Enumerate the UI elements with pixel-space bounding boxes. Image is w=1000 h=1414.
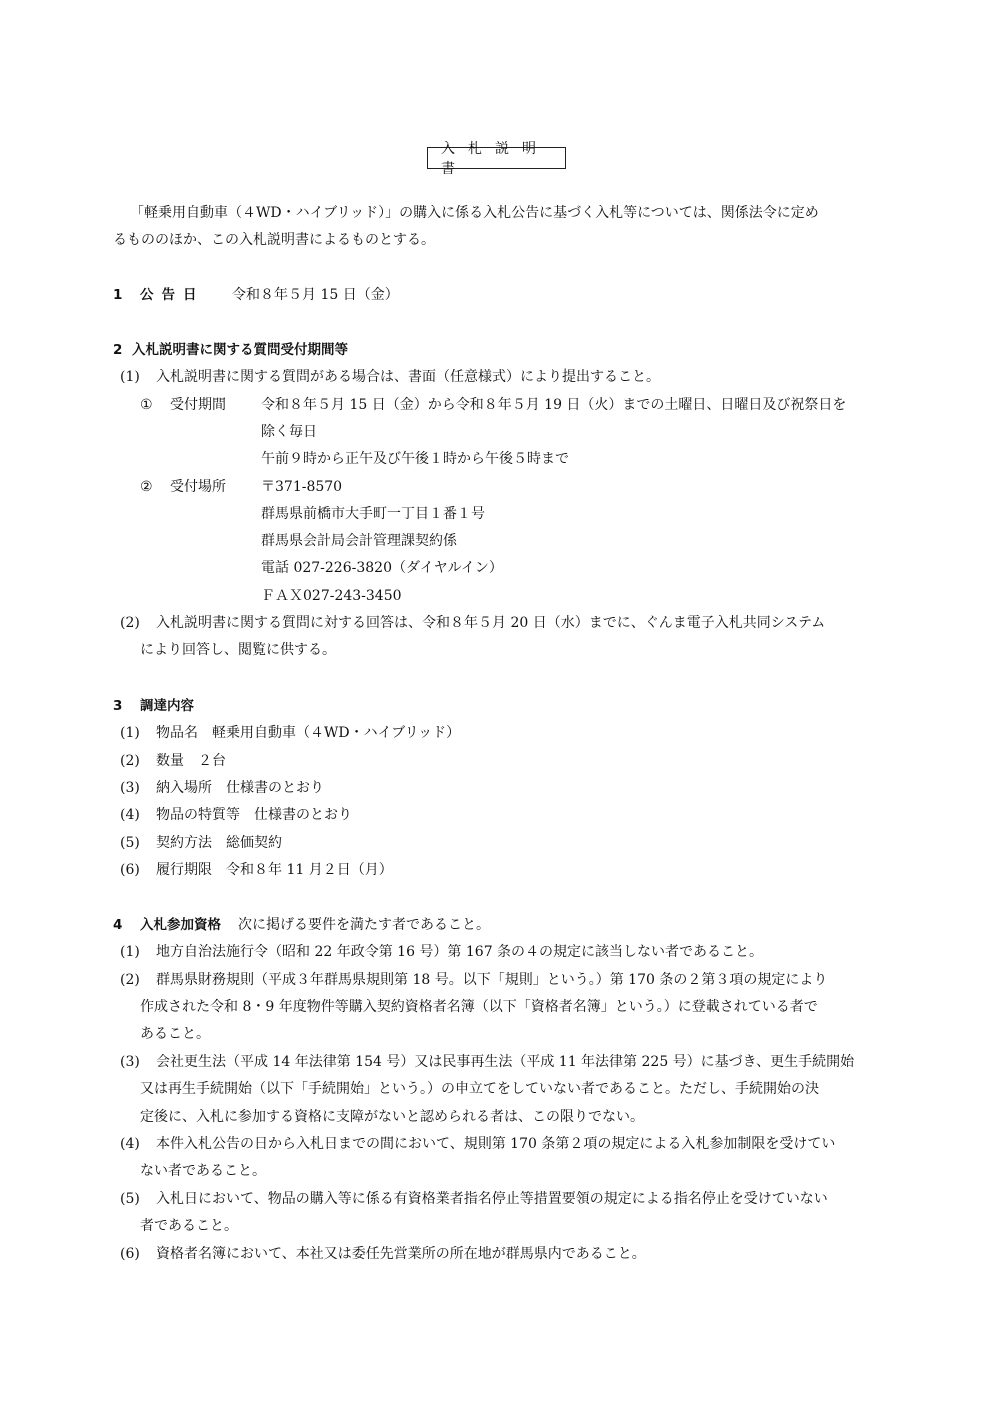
address: 群馬県前橋市大手町一丁目１番１号	[261, 506, 485, 522]
fax-number: ＦＡＸ027-243-3450	[261, 588, 402, 604]
item-number: (1)	[120, 369, 140, 385]
item-number: (2)	[120, 972, 140, 988]
item-number: (5)	[120, 835, 140, 851]
section-number: 3	[113, 698, 123, 714]
phone-number: 電話 027-226-3820（ダイヤルイン）	[261, 560, 503, 576]
section-lead: 次に掲げる要件を満たす者であること。	[238, 917, 490, 933]
item-text: 作成された令和 8・9 年度物件等購入契約資格者名簿（以下「資格者名簿」という。）に登載されている者で	[140, 999, 818, 1015]
item-text: 本件入札公告の日から入札日までの間において、規則第 170 条第２項の規定による入札参加制限を受けてい	[156, 1136, 836, 1152]
postal-code: 〒371-8570	[261, 479, 343, 495]
item-text: により回答し、閲覧に供する。	[140, 642, 336, 658]
item-number: (1)	[120, 725, 140, 741]
item-text: あること。	[140, 1026, 210, 1042]
intro-line: 「軽乗用自動車（４WD・ハイブリッド）」の購入に係る入札公告に基づく入札等については、関係法令に定め	[130, 205, 819, 221]
section-number: 1	[113, 287, 123, 303]
item-text: 契約方法 総価契約	[156, 835, 282, 851]
item-text: 入札日において、物品の購入等に係る有資格業者指名停止等措置要領の規定による指名停止を受けていない	[156, 1191, 828, 1207]
item-text: 物品の特質等 仕様書のとおり	[156, 807, 352, 823]
intro-line: るもののほか、この入札説明書によるものとする。	[113, 232, 435, 248]
item-number: (3)	[120, 1054, 140, 1070]
item-number: (4)	[120, 807, 140, 823]
item-number: (1)	[120, 944, 140, 960]
item-text: 会社更生法（平成 14 年法律第 154 号）又は民事再生法（平成 11 年法律第 225 号）に基づき、更生手続開始	[156, 1054, 855, 1070]
subitem-label: 受付期間	[170, 397, 226, 413]
item-number: (6)	[120, 862, 140, 878]
section-heading: 調達内容	[140, 698, 194, 714]
section-heading: 入札説明書に関する質問受付期間等	[132, 342, 348, 358]
reception-period: 除く毎日	[261, 424, 317, 440]
item-text: 納入場所 仕様書のとおり	[156, 780, 324, 796]
item-number: (2)	[120, 753, 140, 769]
section-heading: 公告日	[140, 287, 205, 303]
subitem-mark: ①	[140, 397, 153, 413]
item-text: 入札説明書に関する質問に対する回答は、令和８年５月 20 日（水）までに、ぐんま電子入札共同システム	[156, 615, 826, 631]
department: 群馬県会計局会計管理課契約係	[261, 533, 457, 549]
item-number: (3)	[120, 780, 140, 796]
item-text: 資格者名簿において、本社又は委任先営業所の所在地が群馬県内であること。	[156, 1246, 646, 1262]
item-text: 物品名 軽乗用自動車（４WD・ハイブリッド）	[156, 725, 461, 741]
item-text: 者であること。	[140, 1218, 238, 1234]
subitem-label: 受付場所	[170, 479, 226, 495]
section-heading: 入札参加資格	[140, 917, 221, 933]
item-number: (5)	[120, 1191, 140, 1207]
item-number: (2)	[120, 615, 140, 631]
reception-period: 令和８年５月 15 日（金）から令和８年５月 19 日（火）までの土曜日、日曜日及び祝祭日を	[261, 397, 847, 413]
item-text: 数量 ２台	[156, 753, 226, 769]
item-text: 入札説明書に関する質問がある場合は、書面（任意様式）により提出すること。	[156, 369, 660, 385]
page-title: 入札説明書	[427, 147, 566, 169]
subitem-mark: ②	[140, 479, 153, 495]
item-number: (4)	[120, 1136, 140, 1152]
item-text: 地方自治法施行令（昭和 22 年政令第 16 号）第 167 条の４の規定に該当しない者であること。	[156, 944, 764, 960]
section-number: 4	[113, 917, 123, 933]
reception-hours: 午前９時から正午及び午後１時から午後５時まで	[261, 451, 569, 467]
item-number: (6)	[120, 1246, 140, 1262]
section-number: 2	[113, 342, 123, 358]
announcement-date: 令和８年５月 15 日（金）	[232, 287, 399, 303]
item-text: 定後に、入札に参加する資格に支障がないと認められる者は、この限りでない。	[140, 1109, 644, 1125]
item-text: 履行期限 令和８年 11 月２日（月）	[156, 862, 393, 878]
item-text: 又は再生手続開始（以下「手続開始」という。）の申立てをしていない者であること。ただし、手続開始の決	[140, 1081, 819, 1097]
item-text: ない者であること。	[140, 1163, 266, 1179]
item-text: 群馬県財務規則（平成３年群馬県規則第 18 号。以下「規則」という。）第 170 条の２第３項の規定により	[156, 972, 828, 988]
